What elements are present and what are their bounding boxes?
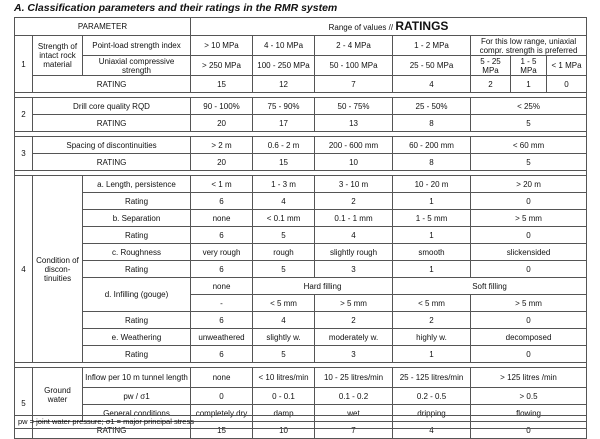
row-label: General conditions bbox=[83, 405, 191, 422]
rating-cell: 1 bbox=[393, 193, 471, 210]
table-cell: 1 - 3 m bbox=[253, 176, 315, 193]
rating-cell: 0 bbox=[471, 312, 587, 329]
table-cell: 4 - 10 MPa bbox=[253, 36, 315, 56]
table-group-label: Hard filling bbox=[253, 278, 393, 295]
table-cell: moderately w. bbox=[315, 329, 393, 346]
rating-label: Rating bbox=[83, 193, 191, 210]
table-cell: 25 - 50% bbox=[393, 98, 471, 115]
table-title: A. Classification parameters and their ratings in the RMR system bbox=[14, 2, 338, 14]
table-row bbox=[15, 244, 587, 261]
rating-cell: 3 bbox=[315, 261, 393, 278]
rating-cell: 6 bbox=[191, 261, 253, 278]
table-cell: < 25% bbox=[471, 98, 587, 115]
rating-row bbox=[15, 193, 587, 210]
rating-cell: 6 bbox=[191, 312, 253, 329]
rating-cell: 3 bbox=[315, 346, 393, 363]
rating-cell: 5 bbox=[253, 346, 315, 363]
table-cell: 10 - 20 m bbox=[393, 176, 471, 193]
rating-row bbox=[15, 346, 587, 363]
table-cell: 50 - 100 MPa bbox=[315, 56, 393, 76]
rating-cell: 6 bbox=[191, 193, 253, 210]
rating-cell: 2 bbox=[393, 312, 471, 329]
row-label: Point-load strength index bbox=[83, 36, 191, 56]
rmr-classification-table bbox=[14, 17, 587, 439]
rating-label: RATING bbox=[33, 154, 191, 171]
table-cell: > 5 mm bbox=[315, 295, 393, 312]
rating-cell: 8 bbox=[393, 115, 471, 132]
table-cell: 1 - 5 MPa bbox=[511, 56, 547, 76]
table-cell: 1 - 5 mm bbox=[393, 210, 471, 227]
table-cell: > 250 MPa bbox=[191, 56, 253, 76]
rating-row bbox=[15, 76, 587, 93]
row-label: Drill core quality RQD bbox=[33, 98, 191, 115]
section-number: 4 bbox=[15, 176, 33, 363]
rating-cell: 0 bbox=[471, 346, 587, 363]
table-cell: > 20 m bbox=[471, 176, 587, 193]
table-row bbox=[15, 56, 587, 76]
rating-label: Rating bbox=[83, 346, 191, 363]
table-cell: < 1 MPa bbox=[547, 56, 587, 76]
rating-cell: 15 bbox=[253, 154, 315, 171]
table-cell: 10 - 25 litres/min bbox=[315, 368, 393, 388]
table-cell: slightly w. bbox=[253, 329, 315, 346]
rating-cell: 10 bbox=[315, 154, 393, 171]
rating-label: Rating bbox=[83, 227, 191, 244]
rating-cell: 1 bbox=[511, 76, 547, 93]
table-cell: 100 - 250 MPa bbox=[253, 56, 315, 76]
table-row bbox=[15, 176, 587, 193]
table-cell: > 10 MPa bbox=[191, 36, 253, 56]
table-cell: < 60 mm bbox=[471, 137, 587, 154]
rating-cell: 2 bbox=[315, 193, 393, 210]
rating-cell: 20 bbox=[191, 115, 253, 132]
rating-label: Rating bbox=[83, 261, 191, 278]
table-cell: - bbox=[191, 295, 253, 312]
table-cell: slightly rough bbox=[315, 244, 393, 261]
table-row bbox=[15, 210, 587, 227]
row-label: Inflow per 10 m tunnel length bbox=[83, 368, 191, 388]
table-cell: wet bbox=[315, 405, 393, 422]
rating-cell: 4 bbox=[253, 312, 315, 329]
rating-cell: 4 bbox=[253, 193, 315, 210]
rating-cell: 0 bbox=[471, 422, 587, 439]
table-cell: 90 - 100% bbox=[191, 98, 253, 115]
rating-cell: 8 bbox=[393, 154, 471, 171]
row-label: c. Roughness bbox=[83, 244, 191, 261]
section-number: 2 bbox=[15, 98, 33, 132]
table-row bbox=[15, 137, 587, 154]
header-row bbox=[15, 18, 587, 36]
header-range: Range of values // RATINGS bbox=[191, 18, 587, 36]
table-cell: dripping bbox=[393, 405, 471, 422]
table-row bbox=[15, 278, 587, 295]
section-name: Ground water bbox=[33, 368, 83, 422]
table-row bbox=[15, 388, 587, 405]
table-cell: completely dry bbox=[191, 405, 253, 422]
table-cell: 60 - 200 mm bbox=[393, 137, 471, 154]
table-cell: 200 - 600 mm bbox=[315, 137, 393, 154]
rating-cell: 1 bbox=[393, 346, 471, 363]
table-cell: 0.6 - 2 m bbox=[253, 137, 315, 154]
section-number: 5 bbox=[15, 368, 33, 439]
rating-cell: 5 bbox=[471, 154, 587, 171]
row-label: d. Infilling (gouge) bbox=[83, 278, 191, 312]
rating-row bbox=[15, 227, 587, 244]
table-cell: < 1 m bbox=[191, 176, 253, 193]
rating-cell: 15 bbox=[191, 422, 253, 439]
table-cell: 0.1 - 0.2 bbox=[315, 388, 393, 405]
table-cell: smooth bbox=[393, 244, 471, 261]
rating-cell: 7 bbox=[315, 422, 393, 439]
table-cell: 2 - 4 MPa bbox=[315, 36, 393, 56]
table-cell: > 5 mm bbox=[471, 295, 587, 312]
table-cell: > 2 m bbox=[191, 137, 253, 154]
rating-cell: 0 bbox=[547, 76, 587, 93]
table-cell: 0 - 0.1 bbox=[253, 388, 315, 405]
rating-row bbox=[15, 312, 587, 329]
rating-cell: 0 bbox=[471, 261, 587, 278]
table-cell: 3 - 10 m bbox=[315, 176, 393, 193]
table-cell: highly w. bbox=[393, 329, 471, 346]
rating-cell: 6 bbox=[191, 346, 253, 363]
table-cell: 0.2 - 0.5 bbox=[393, 388, 471, 405]
section-name: Condition of discon-tinuities bbox=[33, 176, 83, 363]
table-cell: 5 - 25 MPa bbox=[471, 56, 511, 76]
table-cell: 0 bbox=[191, 388, 253, 405]
row-label: a. Length, persistence bbox=[83, 176, 191, 193]
table-cell: very rough bbox=[191, 244, 253, 261]
table-cell: none bbox=[191, 210, 253, 227]
rating-cell: 5 bbox=[253, 261, 315, 278]
rating-cell: 12 bbox=[253, 76, 315, 93]
row-label: e. Weathering bbox=[83, 329, 191, 346]
rating-row bbox=[15, 154, 587, 171]
rating-row bbox=[15, 115, 587, 132]
rating-cell: 2 bbox=[315, 312, 393, 329]
table-cell: < 10 litres/min bbox=[253, 368, 315, 388]
table-row bbox=[15, 368, 587, 388]
rating-cell: 6 bbox=[191, 227, 253, 244]
table-cell: < 5 mm bbox=[253, 295, 315, 312]
rating-cell: 15 bbox=[191, 76, 253, 93]
rating-cell: 5 bbox=[471, 115, 587, 132]
table-cell: slickensided bbox=[471, 244, 587, 261]
rating-cell: 1 bbox=[393, 227, 471, 244]
rating-label: Rating bbox=[83, 312, 191, 329]
table-cell: > 0.5 bbox=[471, 388, 587, 405]
rating-cell: 0 bbox=[471, 193, 587, 210]
table-cell: none bbox=[191, 278, 253, 295]
row-label: Uniaxial compressive strength bbox=[83, 56, 191, 76]
table-cell: unweathered bbox=[191, 329, 253, 346]
rating-cell: 13 bbox=[315, 115, 393, 132]
rating-cell: 7 bbox=[315, 76, 393, 93]
rating-cell: 1 bbox=[393, 261, 471, 278]
section-number: 1 bbox=[15, 36, 33, 93]
rating-cell: 10 bbox=[253, 422, 315, 439]
table-cell: 25 - 125 litres/min bbox=[393, 368, 471, 388]
rating-cell: 5 bbox=[253, 227, 315, 244]
table-cell: rough bbox=[253, 244, 315, 261]
table-cell: damp bbox=[253, 405, 315, 422]
table-cell: < 0.1 mm bbox=[253, 210, 315, 227]
rating-label: RATING bbox=[33, 76, 191, 93]
row-label: Spacing of discontinuities bbox=[33, 137, 191, 154]
table-row bbox=[15, 36, 587, 56]
table-cell: none bbox=[191, 368, 253, 388]
rating-cell: 4 bbox=[393, 76, 471, 93]
table-cell: > 125 litres /min bbox=[471, 368, 587, 388]
table-cell: 25 - 50 MPa bbox=[393, 56, 471, 76]
table-row bbox=[15, 329, 587, 346]
table-row bbox=[15, 98, 587, 115]
header-parameter: PARAMETER bbox=[15, 18, 191, 36]
table-cell: flowing bbox=[471, 405, 587, 422]
rating-label: RATING bbox=[33, 115, 191, 132]
rating-label: RATING bbox=[33, 422, 191, 439]
footnote: pw = joint water pressure; σ1 = major principal stress bbox=[14, 415, 587, 429]
rating-cell: 2 bbox=[471, 76, 511, 93]
rating-cell: 20 bbox=[191, 154, 253, 171]
row-label: pw / σ1 bbox=[83, 388, 191, 405]
table-cell: > 5 mm bbox=[471, 210, 587, 227]
table-cell: 75 - 90% bbox=[253, 98, 315, 115]
rating-cell: 4 bbox=[393, 422, 471, 439]
section-name: Strength of intact rock material bbox=[33, 36, 83, 76]
table-cell: decomposed bbox=[471, 329, 587, 346]
rating-cell: 0 bbox=[471, 227, 587, 244]
table-cell: 50 - 75% bbox=[315, 98, 393, 115]
row-label: b. Separation bbox=[83, 210, 191, 227]
table-group-label: Soft filling bbox=[393, 278, 587, 295]
table-cell: 0.1 - 1 mm bbox=[315, 210, 393, 227]
table-note: For this low range, uniaxial compr. strength is preferred bbox=[471, 36, 587, 56]
rating-cell: 4 bbox=[315, 227, 393, 244]
section-number: 3 bbox=[15, 137, 33, 171]
rating-row bbox=[15, 261, 587, 278]
table-cell: < 5 mm bbox=[393, 295, 471, 312]
table-cell: 1 - 2 MPa bbox=[393, 36, 471, 56]
rating-cell: 17 bbox=[253, 115, 315, 132]
